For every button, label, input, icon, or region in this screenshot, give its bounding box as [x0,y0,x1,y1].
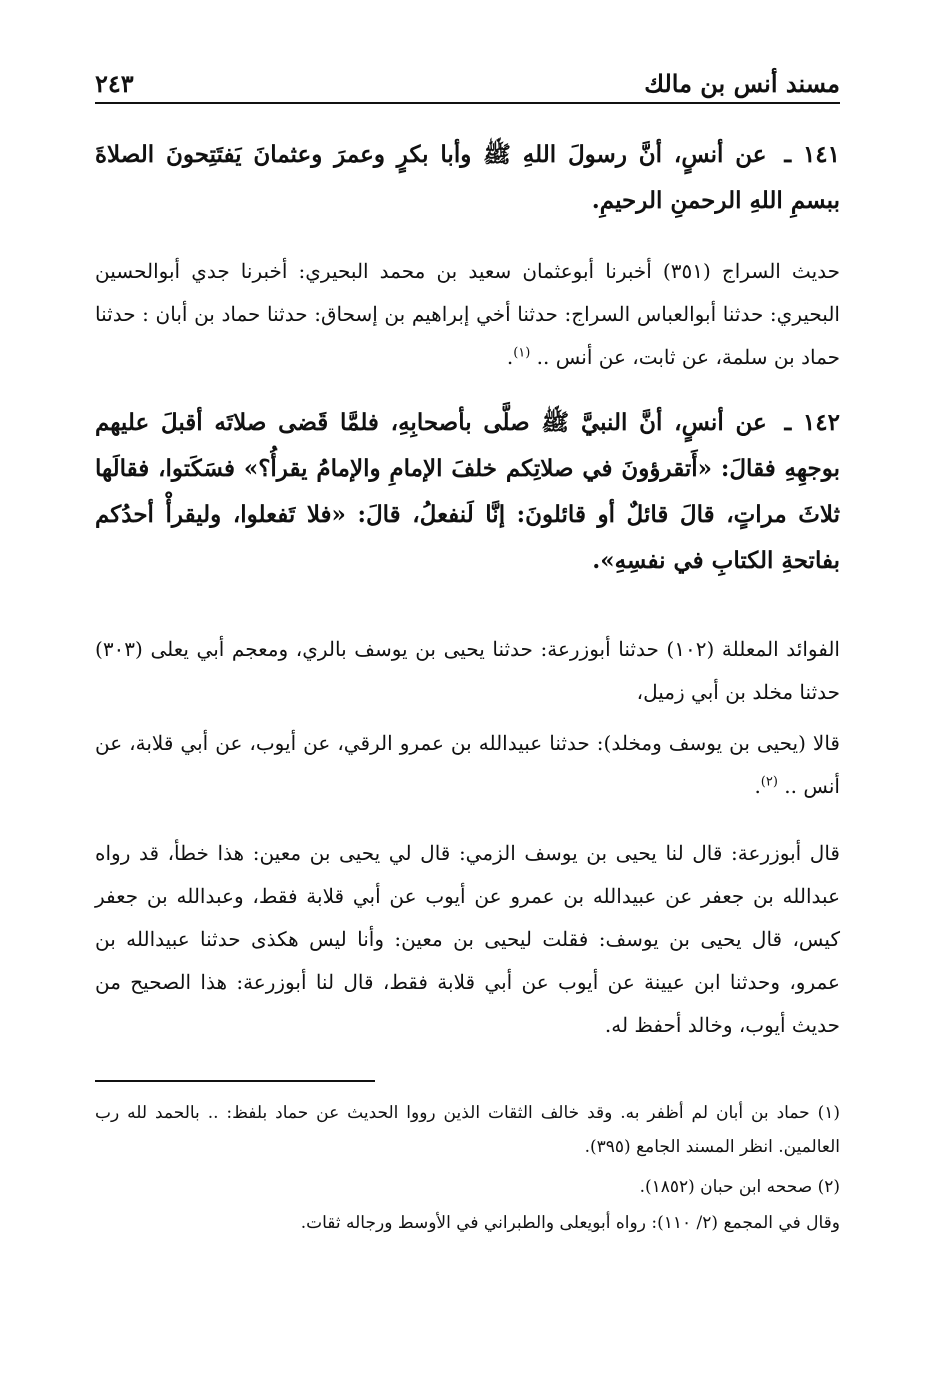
hadith-142 [95,400,840,584]
source-text: حديث السراج (٣٥١) أخبرنا أبوعثمان سعيد بن محمد البحيري: أخبرنا جدي أبوالحسين البحيري: حدثنا أبوالعباس السراج: حدثنا أخي إبراهيم بن إسحاق: حدثنا حماد بن أبان : حدثنا حماد بن سلمة، عن ثابت، عن أنس .. [95,259,840,369]
hadith-142-source-b [95,722,840,808]
footnote-2 [95,1170,840,1204]
hadith-142-source-a [95,628,840,714]
source-text: قالا (يحيى بن يوسف ومخلد): حدثنا عبيدالله بن عمرو الرقي، عن أيوب، عن أبي قلابة، عن أنس .. [95,731,840,798]
hadith-number: ١٤١ ـ [784,141,840,168]
footnote-1 [95,1096,840,1164]
hadith-141 [95,132,840,224]
source-end: . [754,774,761,798]
source-end: . [506,345,514,369]
commentary-text: قال أبوزرعة: قال لنا يحيى بن يوسف الزمي: قال لي يحيى بن معين: هذا خطأ، قد رواه عبدالله بن جعفر عن عبيدالله بن عمرو عن أيوب عن أبي قلابة فقط، وعبدالله بن جعفر كيس، قال يحيى بن يوسف: فقلت ليحيى بن معين: وأنا ليس هكذى حدثنا عبيدالله بن عمرو، وحدثنا ابن عيينة عن أيوب عن أبي قلابة فقط، قال لنا أبوزرعة: هذا الصحيح من حديث أيوب، وخالد أحفظ له. [95,841,840,1037]
hadith-141-source [95,250,840,379]
footnote-2-extra [95,1206,840,1240]
page-header [95,60,840,104]
commentary [95,832,840,1047]
footnote-text: (٢) صححه ابن حبان (١٨٥٢). [639,1177,840,1197]
footnote-text: (١) حماد بن أبان لم أظفر به. وقد خالف الثقات الذين رووا الحديث عن حماد بلفظ: .. بالحمد لله رب العالمين. انظر المسند الجامع (٣٩٥). [95,1103,840,1157]
footnote-text: وقال في المجمع (٢/ ١١٠): رواه أبويعلى والطبراني في الأوسط ورجاله ثقات. [300,1213,840,1233]
footnote-ref-1: (١) [513,345,531,361]
running-title: مسند أنس بن مالك [644,69,840,98]
source-text: الفوائد المعللة (١٠٢) حدثنا أبوزرعة: حدثنا يحيى بن يوسف بالري، ومعجم أبي يعلى (٣٠٣) حدثنا مخلد بن أبي زميل، [95,637,840,704]
hadith-number: ١٤٢ ـ [784,409,840,436]
footnote-separator [95,1080,375,1082]
hadith-text: عن أنسٍ، أنَّ النبيَّ ﷺ صلَّى بأصحابِهِ، فلمَّا قَضى صلاتَه أقبلَ عليهم بوجهِهِ فقالَ: «أَتقرؤونَ في صلاتِكم خلفَ الإمامِ والإمامُ يقرأُ؟» فسَكَتوا، فقالَها ثلاثَ مراتٍ، قالَ قائلٌ أو قائلونَ: إنَّا لَنفعلُ، قالَ: «فلا تَفعلوا، وليقرأْ أحدُكم بفاتحةِ الكتابِ في نفسِهِ». [95,409,840,574]
hadith-text: عن أنسٍ، أنَّ رسولَ اللهِ ﷺ وأبا بكرٍ وعمرَ وعثمانَ يَفتَتِحونَ الصلاةَ ببسمِ اللهِ الرحمنِ الرحيمِ. [95,141,840,214]
book-page [95,60,840,1360]
page-number: ٢٤٣ [95,69,134,98]
footnote-ref-2: (٢) [760,774,778,790]
